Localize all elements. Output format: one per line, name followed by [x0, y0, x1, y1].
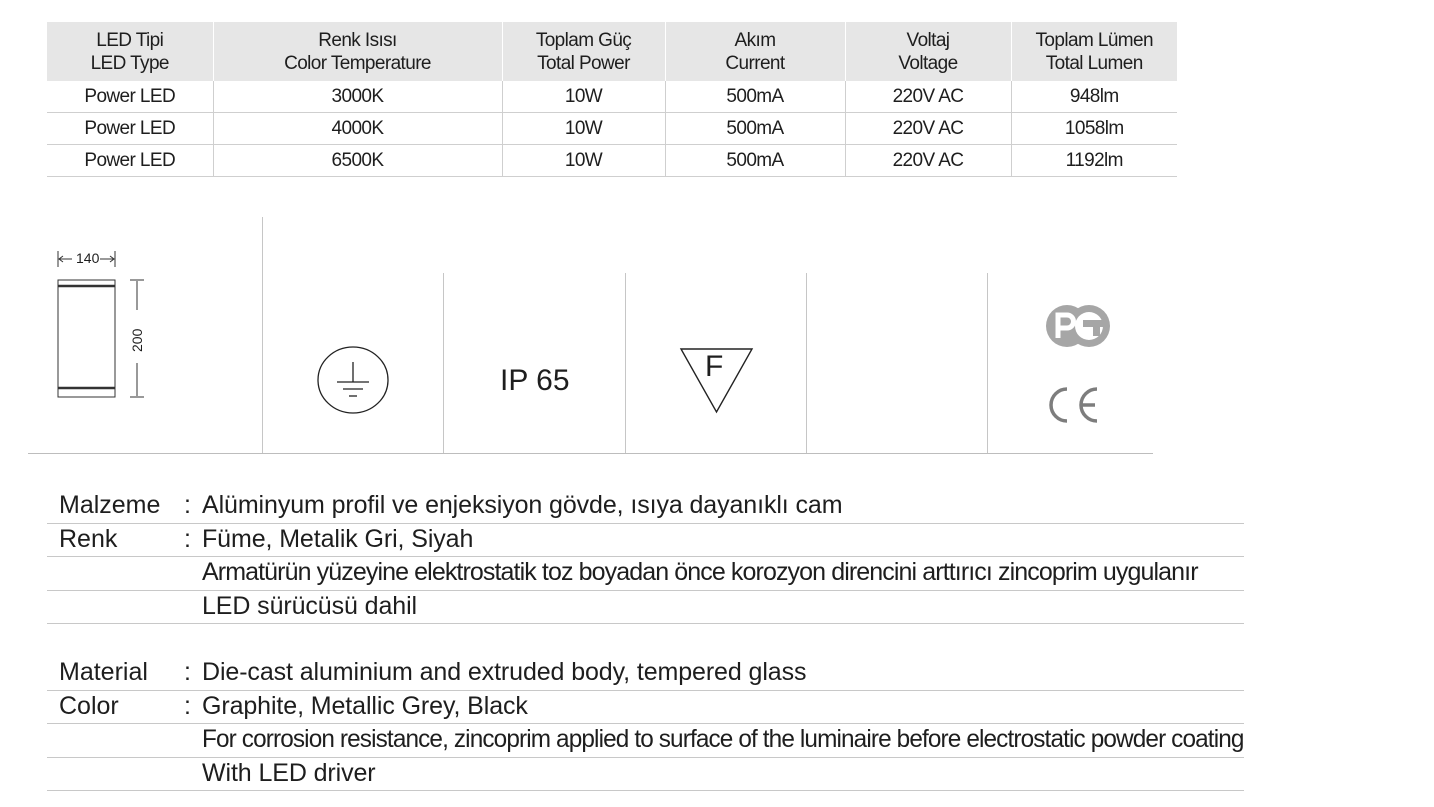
cell-total-power: 10W: [502, 113, 665, 145]
spec-label: Material: [59, 658, 148, 686]
divider: [625, 273, 626, 453]
spec-separator: :: [184, 691, 191, 720]
cell-color-temperature: 3000K: [213, 81, 502, 113]
spec-separator: :: [184, 524, 191, 553]
divider: [987, 273, 988, 453]
header-total-lumen: [1011, 22, 1177, 81]
spec-row-note-en: [47, 724, 1244, 758]
cell-led-type: Power LED: [47, 145, 213, 177]
spec-value: Graphite, Metallic Grey, Black: [202, 691, 528, 720]
cell-voltage: 220V AC: [845, 113, 1011, 145]
spec-table: [47, 22, 1177, 177]
cell-total-lumen: 1192lm: [1011, 145, 1177, 177]
header-label-tr: Toplam Güç: [535, 29, 632, 51]
ip-rating: IP 65: [500, 364, 570, 397]
divider: [443, 273, 444, 453]
spec-note: LED sürücüsü dahil: [202, 591, 417, 620]
spec-row-driver-tr: [47, 591, 1244, 625]
spec-value: Füme, Metalik Gri, Siyah: [202, 524, 474, 553]
divider: [262, 217, 263, 453]
f-mark-letter: F: [705, 350, 724, 383]
cell-current: 500mA: [665, 145, 845, 177]
height-dimension-label: 200: [129, 328, 145, 352]
spec-note: With LED driver: [202, 758, 376, 787]
header-voltage: [845, 22, 1011, 81]
spec-value: Alüminyum profil ve enjeksiyon gövde, ısıya dayanıklı cam: [202, 491, 843, 519]
cell-current: 500mA: [665, 81, 845, 113]
cell-led-type: Power LED: [47, 81, 213, 113]
pct-certification-icon: [1043, 302, 1113, 354]
header-label-en: Total Power: [537, 52, 630, 74]
spec-row-material-tr: [47, 490, 1244, 524]
spec-row-note-tr: [47, 557, 1244, 591]
header-label-en: Total Lumen: [1045, 52, 1143, 74]
spec-value: Die-cast aluminium and extruded body, tempered glass: [202, 658, 807, 686]
spec-row-color-en: [47, 691, 1244, 725]
cell-current: 500mA: [665, 113, 845, 145]
cell-color-temperature: 4000K: [213, 113, 502, 145]
cell-total-lumen: 948lm: [1011, 81, 1177, 113]
spec-label: Renk: [59, 524, 118, 553]
spec-row-material-en: [47, 657, 1244, 691]
ce-mark-icon: [1043, 383, 1113, 427]
header-color-temperature: [213, 22, 502, 81]
spec-row-color-tr: [47, 524, 1244, 558]
header-label-en: Voltage: [898, 52, 958, 74]
spec-label: Color: [59, 691, 119, 720]
cell-color-temperature: 6500K: [213, 145, 502, 177]
spec-label: Malzeme: [59, 491, 161, 519]
table-row: [47, 81, 1177, 113]
cell-voltage: 220V AC: [845, 145, 1011, 177]
table-header-row: [47, 22, 1177, 81]
cell-total-power: 10W: [502, 145, 665, 177]
header-current: [665, 22, 845, 81]
header-total-power: [502, 22, 665, 81]
header-label-tr: LED Tipi: [96, 29, 164, 51]
cell-led-type: Power LED: [47, 113, 213, 145]
spec-text: [47, 490, 1244, 791]
spec-note: For corrosion resistance, zincoprim applied to surface of the luminaire before electrostatic powder coating: [202, 725, 1244, 753]
earth-ground-icon: [315, 345, 391, 415]
header-label-tr: Renk Isısı: [318, 29, 397, 51]
divider: [806, 273, 807, 453]
header-label-tr: Voltaj: [906, 29, 950, 51]
header-led-type: [47, 22, 213, 81]
icon-strip: [28, 215, 1153, 454]
spec-row-driver-en: [47, 758, 1244, 792]
header-label-tr: Toplam Lümen: [1035, 29, 1153, 51]
cell-total-lumen: 1058lm: [1011, 113, 1177, 145]
cell-voltage: 220V AC: [845, 81, 1011, 113]
table-row: [47, 113, 1177, 145]
spec-separator: :: [184, 658, 191, 686]
header-label-en: Current: [725, 52, 785, 74]
spec-separator: :: [184, 491, 191, 519]
cell-total-power: 10W: [502, 81, 665, 113]
width-dimension-label: 140: [76, 250, 100, 266]
dimension-drawing: [50, 245, 160, 405]
spec-note: Armatürün yüzeyine elektrostatik toz boyadan önce korozyon direncini arttırıcı zincoprim uygulanır: [202, 558, 1198, 586]
header-label-en: Color Temperature: [284, 52, 431, 74]
table-row: [47, 145, 1177, 177]
header-label-tr: Akım: [734, 29, 776, 51]
header-label-en: LED Type: [90, 52, 169, 74]
